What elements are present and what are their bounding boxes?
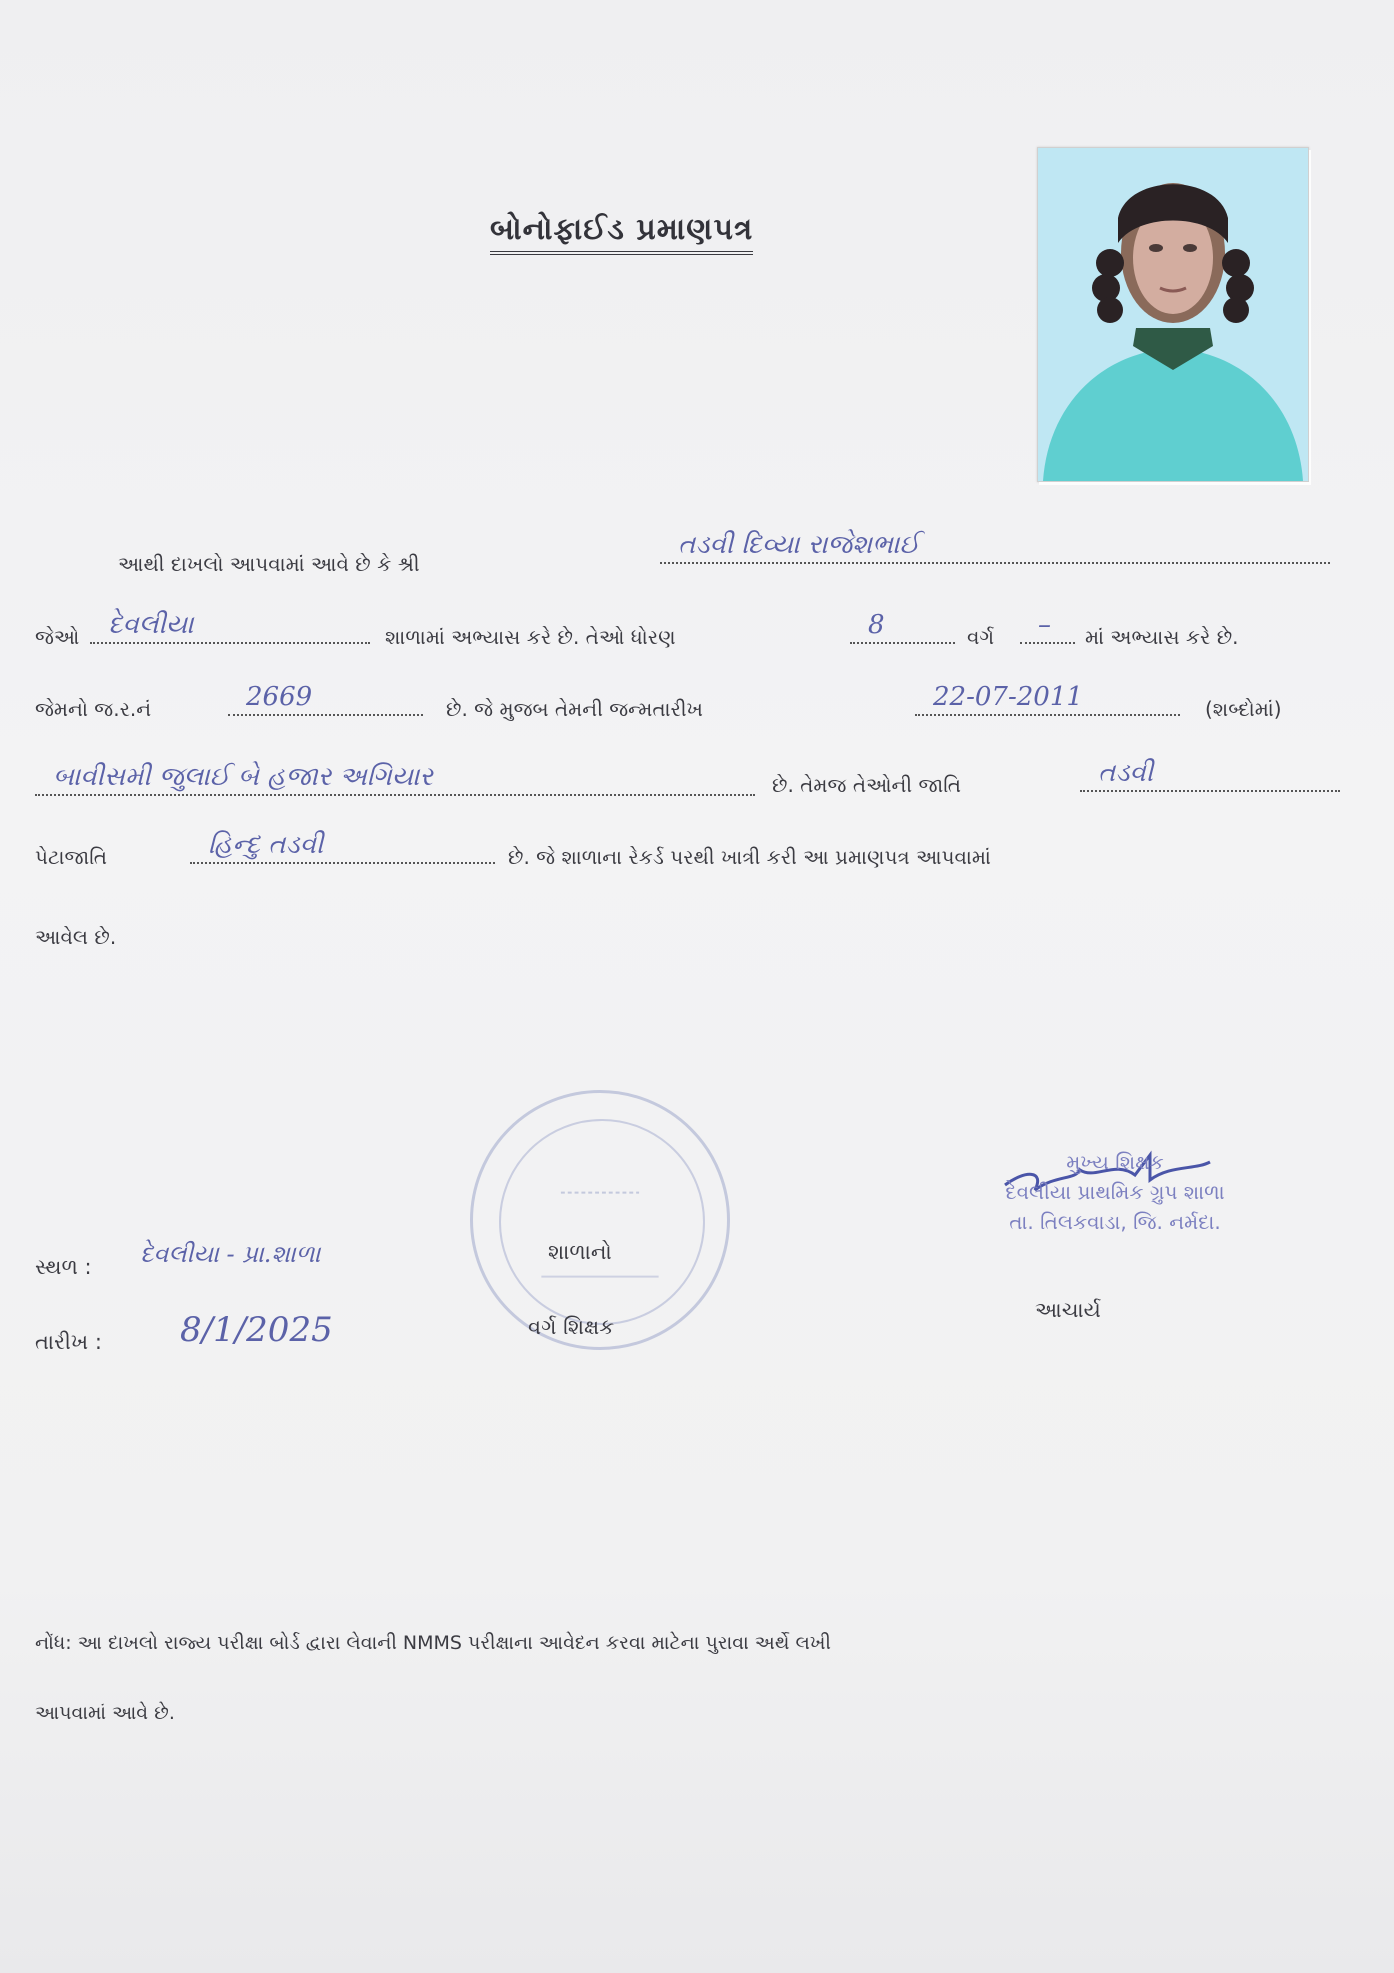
date-value: 8/1/2025 [180, 1310, 333, 1350]
body-line3-mid: છે. જે મુજબ તેમની જન્મતારીખ [446, 697, 703, 721]
principal-seal [945, 1150, 1285, 1234]
student-name-field: તડવી દિવ્યા રાજેશભાઈ [660, 530, 1330, 564]
note-line2: આપવામાં આવે છે. [35, 1702, 175, 1724]
body-line6: આવેલ છે. [35, 925, 117, 949]
body-line3-prefix: જેમનો જ.ર.નં [35, 697, 152, 721]
body-line2-mid1: શાળામાં અભ્યાસ કરે છે. તેઓ ધોરણ [385, 625, 676, 649]
body-line4-mid: છે. તેમજ તેઓની જાતિ [772, 773, 962, 797]
principal-label: આચાર્ય [1035, 1298, 1101, 1322]
place-label: સ્થળ : [35, 1255, 92, 1279]
body-line2-mid2: વર્ગ [967, 625, 995, 649]
body-line2-suffix: માં અભ્યાસ કરે છે. [1085, 625, 1239, 649]
class-teacher-line1: શાળાનો [548, 1240, 612, 1264]
school-stamp [470, 1090, 730, 1350]
seal-line1: મુખ્ય શિક્ષક [1066, 1150, 1164, 1174]
standard-field: 8 [850, 610, 955, 644]
body-line5-prefix: પેટાજાતિ [35, 845, 108, 869]
school-stamp-graphic [473, 1093, 727, 1347]
gr-number-field: 2669 [228, 682, 423, 716]
body-line1-prefix: આથી દાખલો આપવામાં આવે છે કે શ્રી [118, 552, 420, 576]
school-field: દેવલીયા [90, 610, 370, 644]
seal-line2: દેવલીયા પ્રાથમિક ગ્રુપ શાળા [1005, 1180, 1225, 1204]
seal-line3: તા. તિલકવાડા, જિ. નર્મદા. [1009, 1210, 1221, 1234]
student-photo-image [1038, 148, 1308, 481]
division-field: – [1020, 610, 1075, 644]
student-photo [1037, 147, 1309, 482]
date-label: તારીખ : [35, 1330, 102, 1354]
body-line5-suffix: છે. જે શાળાના રેકર્ડ પરથી ખાત્રી કરી આ પ્રમાણપત્ર આપવામાં [508, 845, 991, 869]
place-value: દેવલીયા - પ્રા.શાળા [140, 1240, 321, 1268]
certificate-title: બોનોફાઈડ પ્રમાણપત્ર [490, 212, 753, 255]
class-teacher-line2: વર્ગ શિક્ષક [528, 1315, 615, 1339]
birth-date-words-field: બાવીસમી જુલાઈ બે હજાર અગિયાર [35, 762, 755, 796]
note-line1: નોંધ: આ દાખલો રાજ્ય પરીક્ષા બોર્ડ દ્વારા લેવાની NMMS પરીક્ષાના આવેદન કરવા માટેના પુરાવા અર્થે લખી [35, 1632, 831, 1654]
caste-field: તડવી [1080, 758, 1340, 792]
birth-date-field: 22-07-2011 [915, 682, 1180, 716]
sub-caste-field: હિન્દુ તડવી [190, 830, 495, 864]
body-line3-suffix: (શબ્દોમાં) [1205, 697, 1282, 721]
body-line2-prefix: જેઓ [35, 625, 80, 649]
